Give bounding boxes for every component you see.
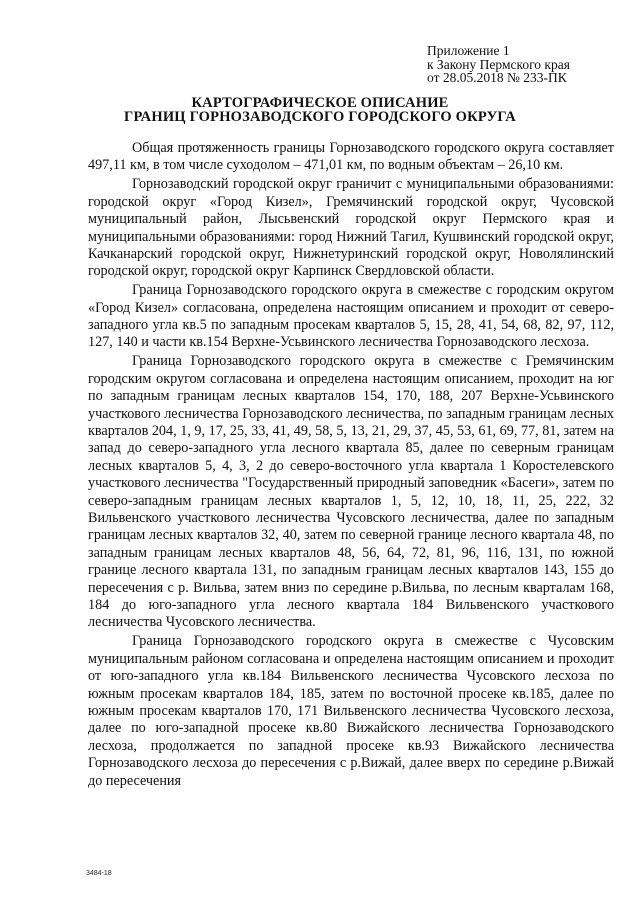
appendix-line-3: от 28.05.2018 № 233-ПК: [427, 70, 567, 85]
title-line-1: КАРТОГРАФИЧЕСКОЕ ОПИСАНИЕ: [191, 95, 449, 111]
paragraph-kizel-border: Граница Горнозаводского городского округа в смежестве с городским округом «Город Кизел» согласована, определена настоящим описанием и проходит от северо-западного угла кв.5 по западным просекам кварталов 5, 15, 28, 41, 54, 68, 82, 97, 112, 127, 140 и части кв.154 Верхне-Усьвинского лесничества Горнозаводского лесхоза.: [88, 282, 614, 351]
appendix-line-1: Приложение 1: [427, 43, 510, 58]
appendix-header: [427, 44, 627, 85]
appendix-line-2: к Закону Пермского края: [427, 56, 570, 72]
document-title: [70, 96, 570, 124]
document-code: 3484-18: [86, 870, 112, 877]
paragraph-gremyachinsk-border: Граница Горнозаводского городского округа в смежестве с Гремячинским городским округом согласована и определена настоящим описанием, проходит на юг по западным границам лесных кварталов 154, 170, 188, 207 Верхне-Усьвинского участкового лесничества Горнозаводского лесничества, по западным границам лесных кварталов 204, 1, 9, 17, 25, 33, 41, 49, 58, 5, 13, 21, 29, 37, 45, 53, 61, 69, 77, 81, затем на запад до северо-западного угла лесного квартала 85, далее по северным границам лесных кварталов 5, 4, 3, 2 до северо-восточного угла квартала 1 Коростелевского участкового лесничества "Государственный природный заповедник «Басеги», затем по северо-западным границам лесных кварталов 1, 5, 12, 10, 18, 11, 25, 222, 32 Вильвенского участкового лесничества Чусовского лесничества, далее по западным границам лесных кварталов 32, 40, затем по северной границе лесного квартала 48, по западным границам лесных кварталов 48, 56, 64, 72, 81, 96, 116, 131, по южной границе лесного квартала 131, по западным границам лесных кварталов 143, 155 до пересечения с р. Вильва, затем вниз по середине р.Вильва, по лесным кварталам 168, 184 до юго-западного угла лесного квартала 184 Вильвенского участкового лесничества Чусовского лесничества.: [88, 353, 614, 631]
title-line-2: ГРАНИЦ ГОРНОЗАВОДСКОГО ГОРОДСКОГО ОКРУГА: [124, 109, 516, 125]
paragraph-neighbors: Горнозаводский городской округ граничит с муниципальными образованиями: городской округ «Город Кизел», Гремячинский городской округ, Чусовской муниципальный район, Лысьвенский городской округ Пермского края и муниципальными образованиями: город Нижний Тагил, Кушвинский городской округ, Качканарский городской округ, Нижнетуринский городской округ, Новолялинский городской округ, городской округ Карпинск Свердловской области.: [88, 176, 614, 280]
document-body: [88, 140, 614, 792]
paragraph-chusovoy-border: Граница Горнозаводского городского округа в смежестве с Чусовским муниципальным районом согласована и определена настоящим описанием и проходит от юго-западного угла кв.184 Вильвенского лесничества Чусовского лесхоза по южным просекам кварталов 184, 185, затем по восточной просеке кв.185, далее по южным просекам кварталов 170, 171 Вильвенского лесничества Чусовского лесхоза, далее по юго-западной просеке кв.80 Вижайского лесничества Горнозаводского лесхоза, продолжается по западной просеке кв.93 Вижайского лесничества Горнозаводского лесхоза до пересечения с р.Вижай, далее вверх по середине р.Вижай до пересечения: [88, 633, 614, 789]
paragraph-total-length: Общая протяженность границы Горнозаводского городского округа составляет 497,11 км, в том числе суходолом – 471,01 км, по водным объектам – 26,10 км.: [88, 140, 614, 174]
